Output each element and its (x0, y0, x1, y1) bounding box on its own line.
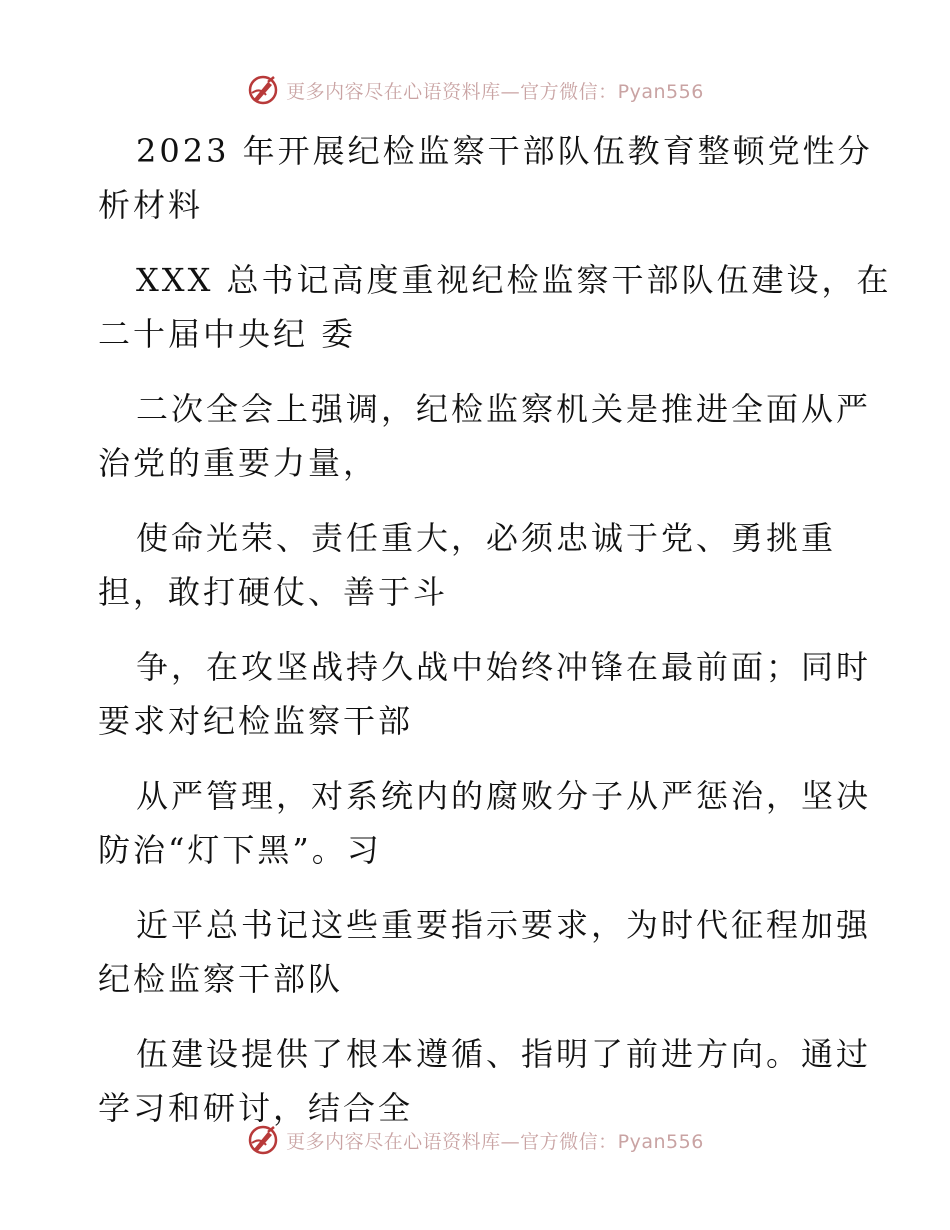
paragraph-line: 纪检监察干部队 (98, 960, 344, 998)
paragraph-line: 防治“灯下黑”。习 (98, 831, 382, 869)
watermark-slogan: 更多内容尽在心语资料库—官方微信： (286, 80, 618, 103)
paragraph-line: 近平总书记这些重要指示要求，为时代征程加强 (136, 906, 872, 944)
paragraph-line: 二十届中央纪 委 (98, 315, 357, 353)
paragraph-line: 使命光荣、责任重大，必须忠诚于党、勇挑重 (136, 519, 837, 557)
paragraph (98, 253, 892, 361)
watermark-text (286, 77, 704, 104)
document-title (98, 124, 873, 232)
paragraph-line: 伍建设提供了根本遵循、指明了前进方向。通过 (136, 1035, 872, 1073)
footer-watermark (0, 1120, 950, 1160)
quill-pen-logo-icon (246, 1123, 280, 1157)
watermark-wechat-id: Pyan556 (617, 1130, 704, 1153)
paragraph-line: 治党的重要力量， (98, 444, 379, 482)
paragraph-line: 担，敢打硬仗、善于斗 (98, 573, 449, 611)
paragraph-line: 学习和研讨，结合全 (98, 1089, 414, 1127)
paragraph (98, 382, 872, 490)
paragraph-line: 争，在攻坚战持久战中始终冲锋在最前面；同时 (136, 648, 872, 686)
quill-pen-logo-icon (246, 73, 280, 107)
header-watermark (0, 70, 950, 110)
document-body (98, 124, 892, 1135)
paragraph-line: 二次全会上强调，纪检监察机关是推进全面从严 (136, 390, 872, 428)
watermark-slogan: 更多内容尽在心语资料库—官方微信： (286, 1130, 618, 1153)
paragraph-line: 要求对纪检监察干部 (98, 702, 414, 740)
paragraph (98, 640, 872, 748)
paragraph-line: 析材料 (98, 186, 204, 224)
paragraph (98, 898, 872, 1006)
paragraph-line: 2023 年开展纪检监察干部队伍教育整顿党性分 (136, 132, 873, 170)
paragraph-line: XXX 总书记高度重视纪检监察干部队伍建设，在 (136, 261, 892, 299)
watermark-text (286, 1127, 704, 1154)
paragraph-line: 从严管理，对系统内的腐败分子从严惩治，坚决 (136, 777, 872, 815)
paragraph (98, 511, 858, 619)
paragraph (98, 1027, 872, 1135)
paragraph (98, 769, 872, 877)
watermark-wechat-id: Pyan556 (617, 80, 704, 103)
